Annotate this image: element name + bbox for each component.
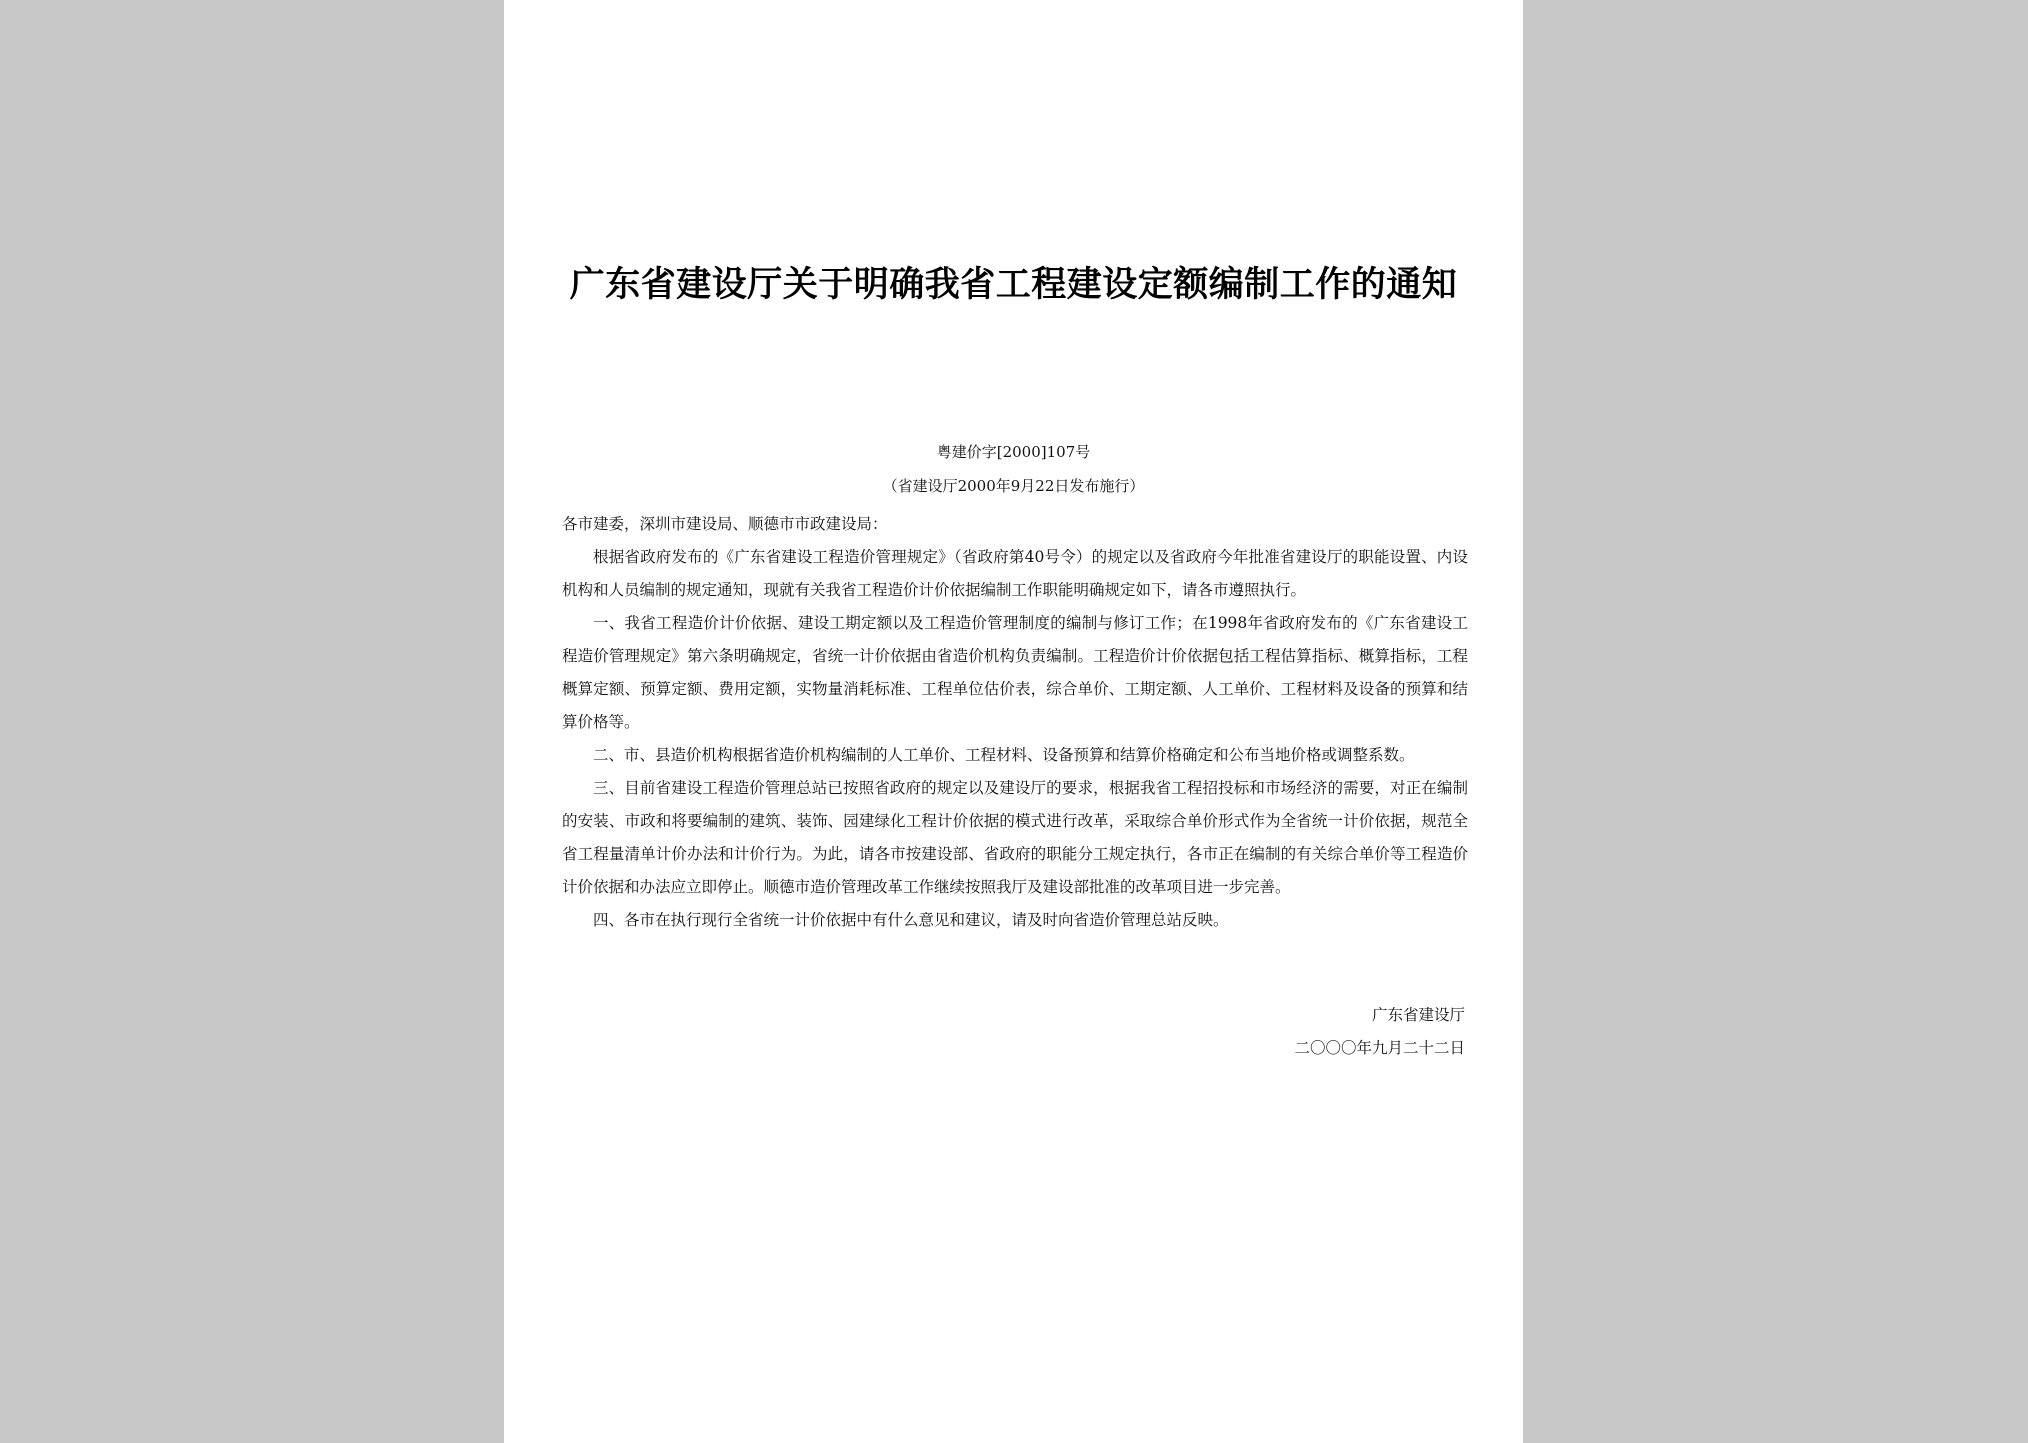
document-page [504,0,1523,1443]
document-title: 广东省建设厅关于明确我省工程建设定额编制工作的通知 [569,265,1458,305]
document-number: 粤建价字[2000]107号 [936,443,1091,461]
paragraph-3: 三、目前省建设工程造价管理总站已按照省政府的规定以及建设厅的要求，根据我省工程招投标和市场经济的需要，对正在编制的安装、市政和将要编制的建筑、装饰、园建绿化工程计价依据的模式进行改革，采取综合单价形式作为全省统一计价依据，规范全省工程量清单计价办法和计价行为。为此，请各市按建设部、省政府的职能分工规定执行，各市正在编制的有关综合单价等工程造价计价依据和办法应立即停止。顺德市造价管理改革工作继续按照我厅及建设部批准的改革项目进一步完善。 [562,779,1468,896]
document-body [562,508,1468,937]
paragraph-4: 四、各市在执行现行全省统一计价依据中有什么意见和建议，请及时向省造价管理总站反映。 [593,911,1229,929]
paragraph-1: 一、我省工程造价计价依据、建设工期定额以及工程造价管理制度的编制与修订工作；在1998年省政府发布的《广东省建设工程造价管理规定》第六条明确规定，省统一计价依据由省造价机构负责编制。工程造价计价依据包括工程估算指标、概算指标，工程概算定额、预算定额、费用定额，实物量消耗标准、工程单位估价表，综合单价、工期定额、人工单价、工程材料及设备的预算和结算价格等。 [562,614,1468,731]
paragraph-2: 二、市、县造价机构根据省造价机构编制的人工单价、工程材料、设备预算和结算价格确定和公布当地价格或调整系数。 [593,746,1415,764]
paragraph-intro: 根据省政府发布的《广东省建设工程造价管理规定》（省政府第40号令）的规定以及省政府今年批准省建设厅的职能设置、内设机构和人员编制的规定通知，现就有关我省工程造价计价依据编制工作职能明确规定如下，请各市遵照执行。 [562,548,1468,599]
publication-note: （省建设厅2000年9月22日发布施行） [882,477,1145,495]
signature-date: 二〇〇〇年九月二十二日 [1294,1039,1465,1057]
signature-organization: 广东省建设厅 [1371,1006,1465,1024]
addressee: 各市建委，深圳市建设局、顺德市市政建设局： [562,515,888,533]
